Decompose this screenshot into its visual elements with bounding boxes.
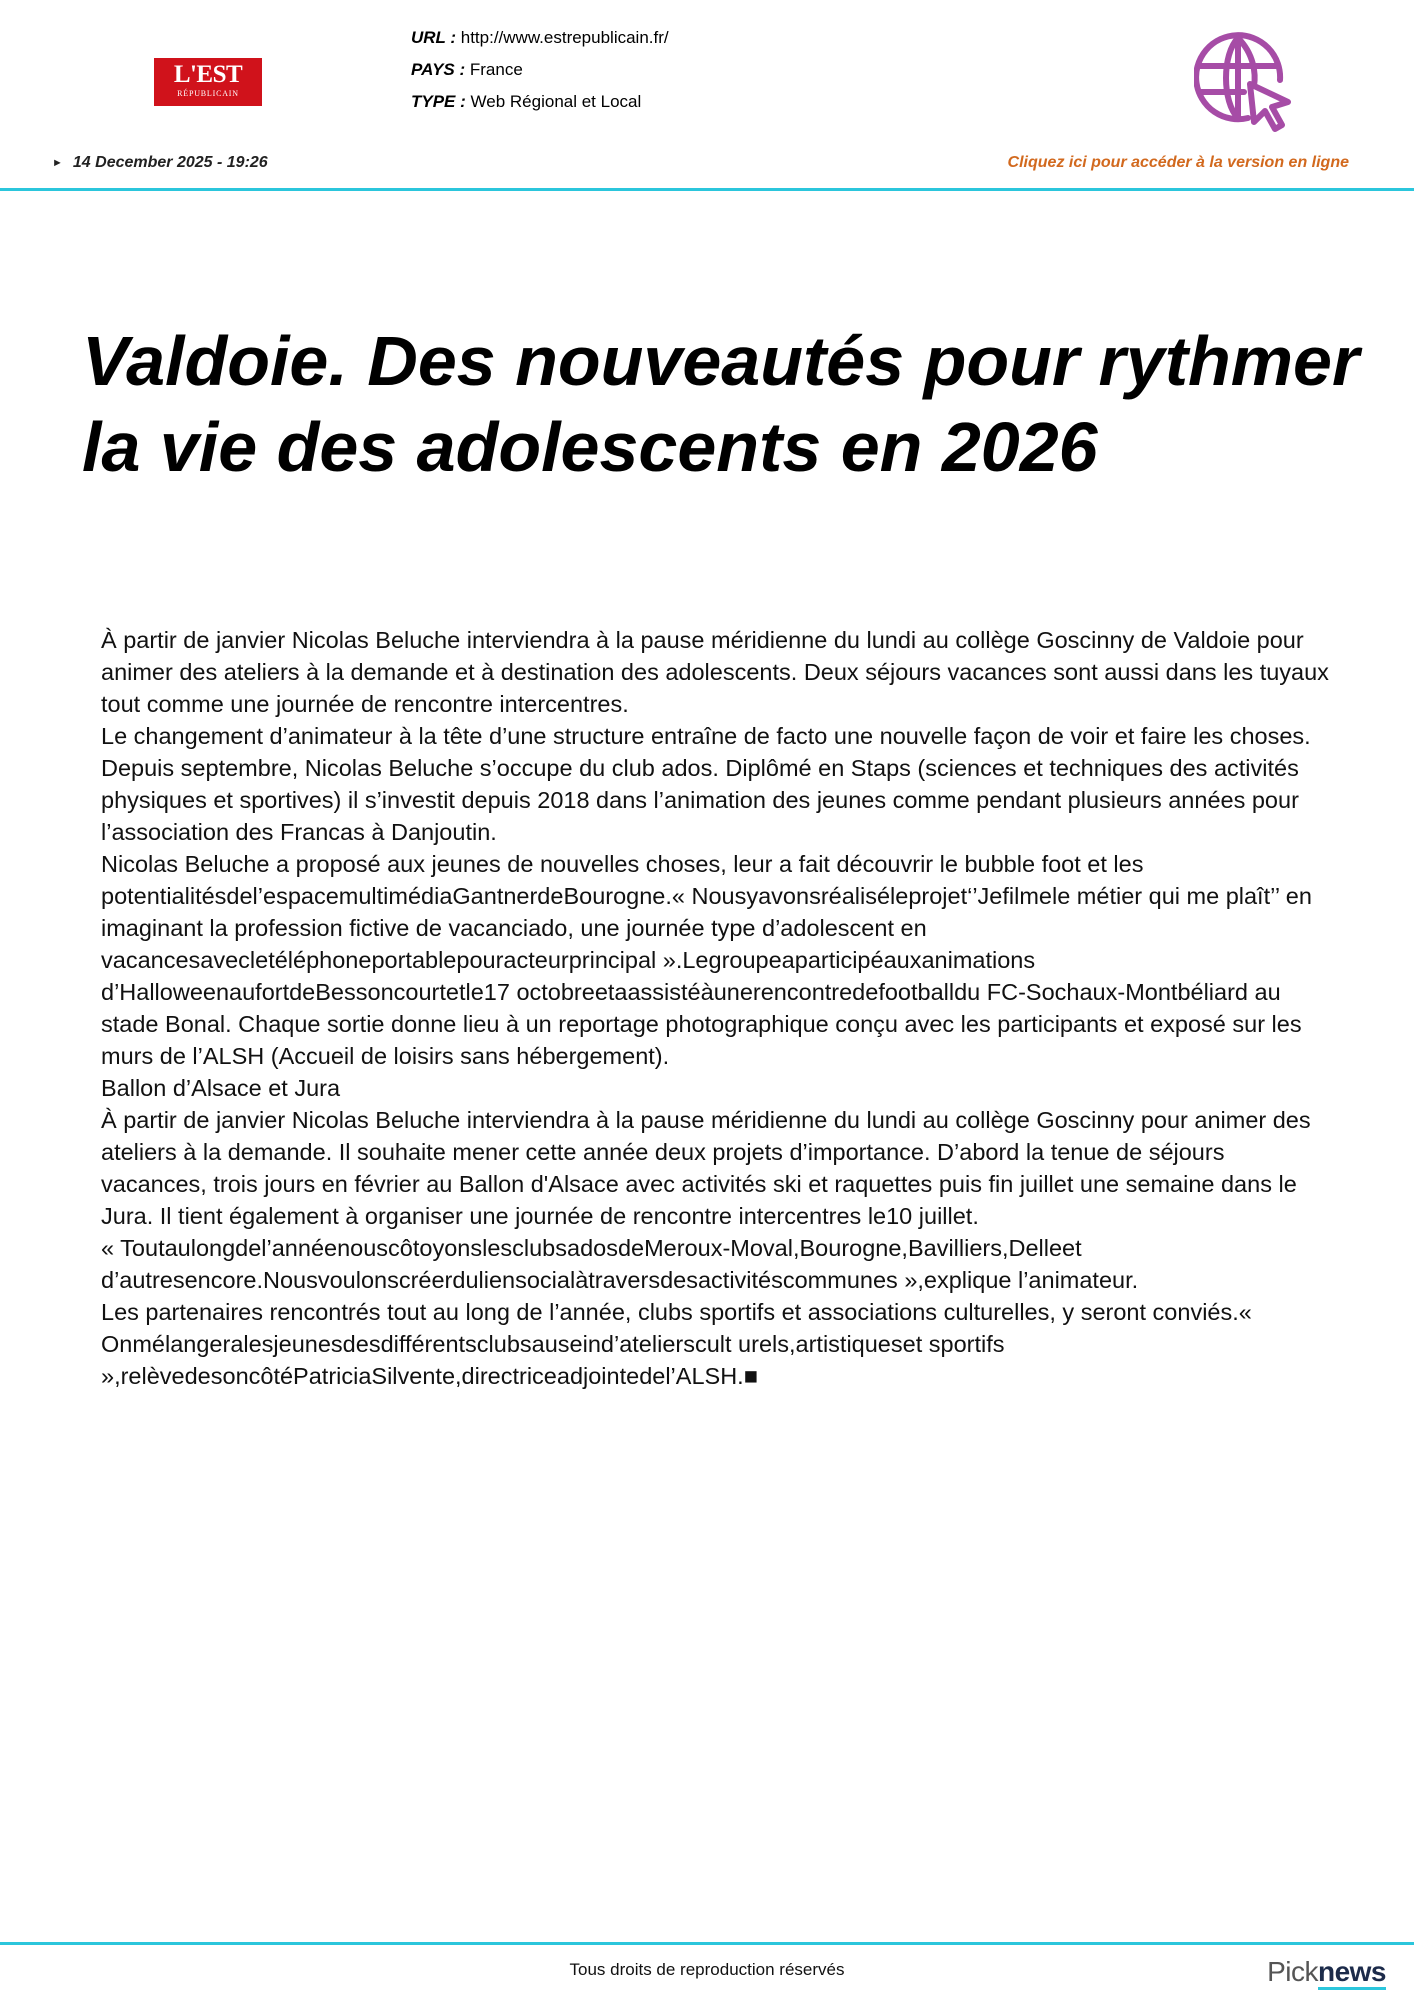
logo-sub-text: RÉPUBLICAIN [177,89,239,98]
source-meta [411,22,669,118]
publisher-logo [154,58,262,106]
meta-type-row [411,86,669,118]
copyright-notice: Tous droits de reproduction réservés [569,1960,845,1979]
article-subheading: Ballon d’Alsace et Jura [101,1075,341,1101]
article-body [101,624,1331,1392]
type-value: Web Régional et Local [470,92,642,111]
article-paragraph: Nicolas Beluche a proposé aux jeunes de nouvelles choses, leur a fait découvrir le bubble foot et les potentialitésdel’espacemultimédiaGantnerdeBourogne.« Nousyavonsréaliséleprojet‘’Jefilmele métier qui me plaît’’ en imaginant la profession fictive de vacanciado, une journée type d’adolescent en vacancesavecletéléphoneportablepouracteurprincipal ».Legroupeaparticipéauxanimations d’HalloweenaufortdeBessoncourtetle17 octobreetaassistéàunerencontredefootballdu FC-Sochaux-Montbéliard au stade Bonal. Chaque sortie donne lieu à un reportage photographique conçu avec les participants et exposé sur les murs de l’ALSH (Accueil de loisirs sans hébergement). [101,851,1312,1069]
url-value: http://www.estrepublicain.fr/ [460,28,669,47]
article-paragraph: À partir de janvier Nicolas Beluche interviendra à la pause méridienne du lundi au collège Goscinny de Valdoie pour animer des ateliers à la demande et à destination des adolescents. Deux séjours vacances sont aussi dans les tuyaux tout comme une journée de rencontre intercentres. [101,627,1329,717]
brand-part-1: Pick [1267,1956,1318,1987]
online-version-link[interactable]: Cliquez ici pour accéder à la version en ligne [1007,154,1349,171]
article-paragraph: Les partenaires rencontrés tout au long de l’année, clubs sportifs et associations culturelles, y seront conviés.« Onmélangeralesjeunesdesdifférentsclubsauseind’atelierscult urels,artistiqueset sportifs »,relèvedesoncôtéPatriciaSilvente,directriceadjointedel’ALSH.■ [101,1299,1252,1389]
logo-main-text: L'EST [173,61,243,88]
meta-country-row [411,54,669,86]
top-divider [0,188,1414,191]
article-paragraph: Le changement d’animateur à la tête d’une structure entraîne de facto une nouvelle façon de voir et faire les choses. Depuis septembre, Nicolas Beluche s’occupe du club ados. Diplômé en Staps (sciences et techniques des activités physiques et sportives) il s’investit depuis 2018 dans l’animation des jeunes comme pendant plusieurs années pour l’association des Francas à Danjoutin. [101,723,1311,845]
bottom-divider [0,1942,1414,1945]
date-text: 14 December 2025 - 19:26 [72,154,268,171]
country-label: PAYS : [411,60,466,79]
type-label: TYPE : [411,92,466,111]
article-paragraph: « Toutaulongdel’annéenouscôtoyonslesclubsadosdeMeroux-Moval,Bourogne,Bavilliers,Delleet d’autresencore.Nousvoulonscréerduliensocialàtraversdesactivitéscommunes »,explique l’animateur. [101,1235,1139,1293]
meta-url-row [411,22,669,54]
brand-part-2: news [1318,1956,1386,1990]
globe-cursor-icon [1194,30,1294,134]
picknews-logo [1267,1956,1386,1988]
publication-date [52,154,268,172]
article-title: Valdoie. Des nouveautés pour rythmer la vie des adolescents en 2026 [82,322,1360,486]
date-arrow-icon: ► [52,157,63,169]
url-label: URL : [411,28,457,47]
country-value: France [469,60,523,79]
article-paragraph: À partir de janvier Nicolas Beluche interviendra à la pause méridienne du lundi au collège Goscinny pour animer des ateliers à la demande. Il souhaite mener cette année deux projets d’importance. D’abord la tenue de séjours vacances, trois jours en février au Ballon d'Alsace avec activités ski et raquettes puis fin juillet une semaine dans le Jura. Il tient également à organiser une journée de rencontre intercentres le10 juillet. [101,1107,1311,1229]
